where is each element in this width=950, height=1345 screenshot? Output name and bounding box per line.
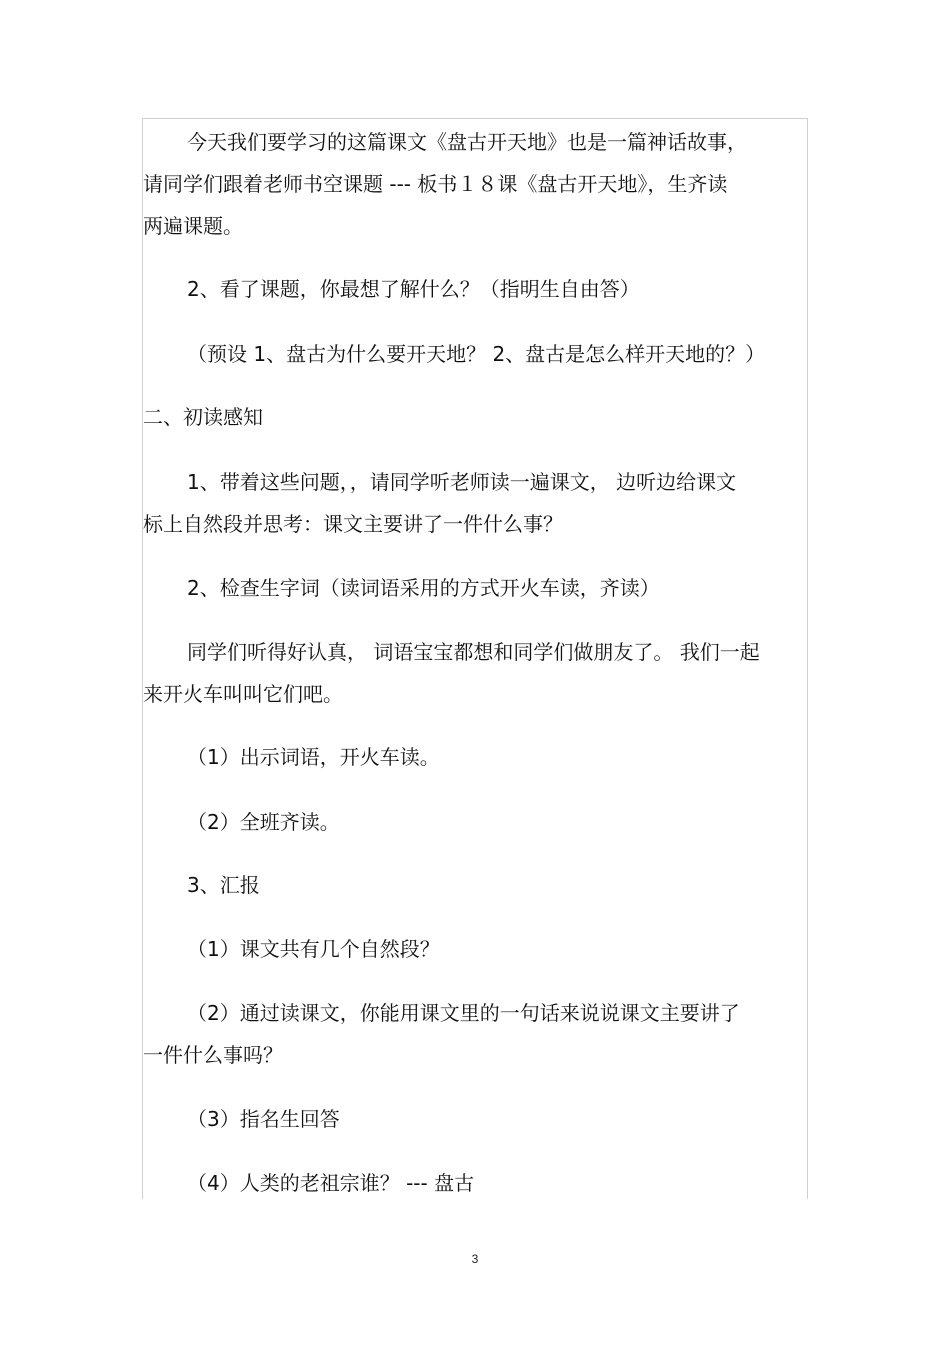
paragraph-line: 1、带着这些问题，，请同学听老师读一遍课文， 边听边给课文 (187, 470, 737, 494)
paragraph-line: 两遍课题。 (143, 214, 243, 238)
paragraph-line: （3）指名生回答 (187, 1107, 340, 1131)
paragraph-line: 标上自然段并思考：课文主要讲了一件什么事？ (143, 512, 563, 536)
paragraph-line: 来开火车叫叫它们吧。 (143, 682, 343, 706)
paragraph-line: 3、汇报 (187, 873, 260, 897)
paragraph-line: （1）课文共有几个自然段？ (187, 937, 440, 961)
paragraph-line: （2）全班齐读。 (187, 810, 340, 834)
paragraph-line: 请同学们跟着老师书空课题 --- 板书１８课《盘古开天地》，生齐读 (143, 172, 728, 196)
paragraph-line: 同学们听得好认真， 词语宝宝都想和同学们做朋友了。 我们一起 (187, 640, 760, 664)
paragraph-line: （预设 1、盘古为什么要开天地？ 2、盘古是怎么样开天地的？） (187, 342, 766, 366)
section-heading: 二、初读感知 (143, 405, 263, 429)
paragraph-line: （4）人类的老祖宗谁？ --- 盘古 (187, 1171, 475, 1195)
paragraph-line: 2、检查生字词（读词语采用的方式开火车读，齐读） (187, 576, 660, 600)
paragraph-line: （2）通过读课文，你能用课文里的一句话来说说课文主要讲了 (187, 1001, 740, 1025)
paragraph-line: 2、看了课题，你最想了解什么？（指明生自由答） (187, 277, 640, 301)
paragraph-line: （1）出示词语，开火车读。 (187, 745, 440, 769)
page-number: 3 (471, 1252, 479, 1266)
paragraph-line: 一件什么事吗？ (143, 1043, 283, 1067)
paragraph-line: 今天我们要学习的这篇课文《盘古开天地》也是一篇神话故事， (187, 130, 747, 154)
